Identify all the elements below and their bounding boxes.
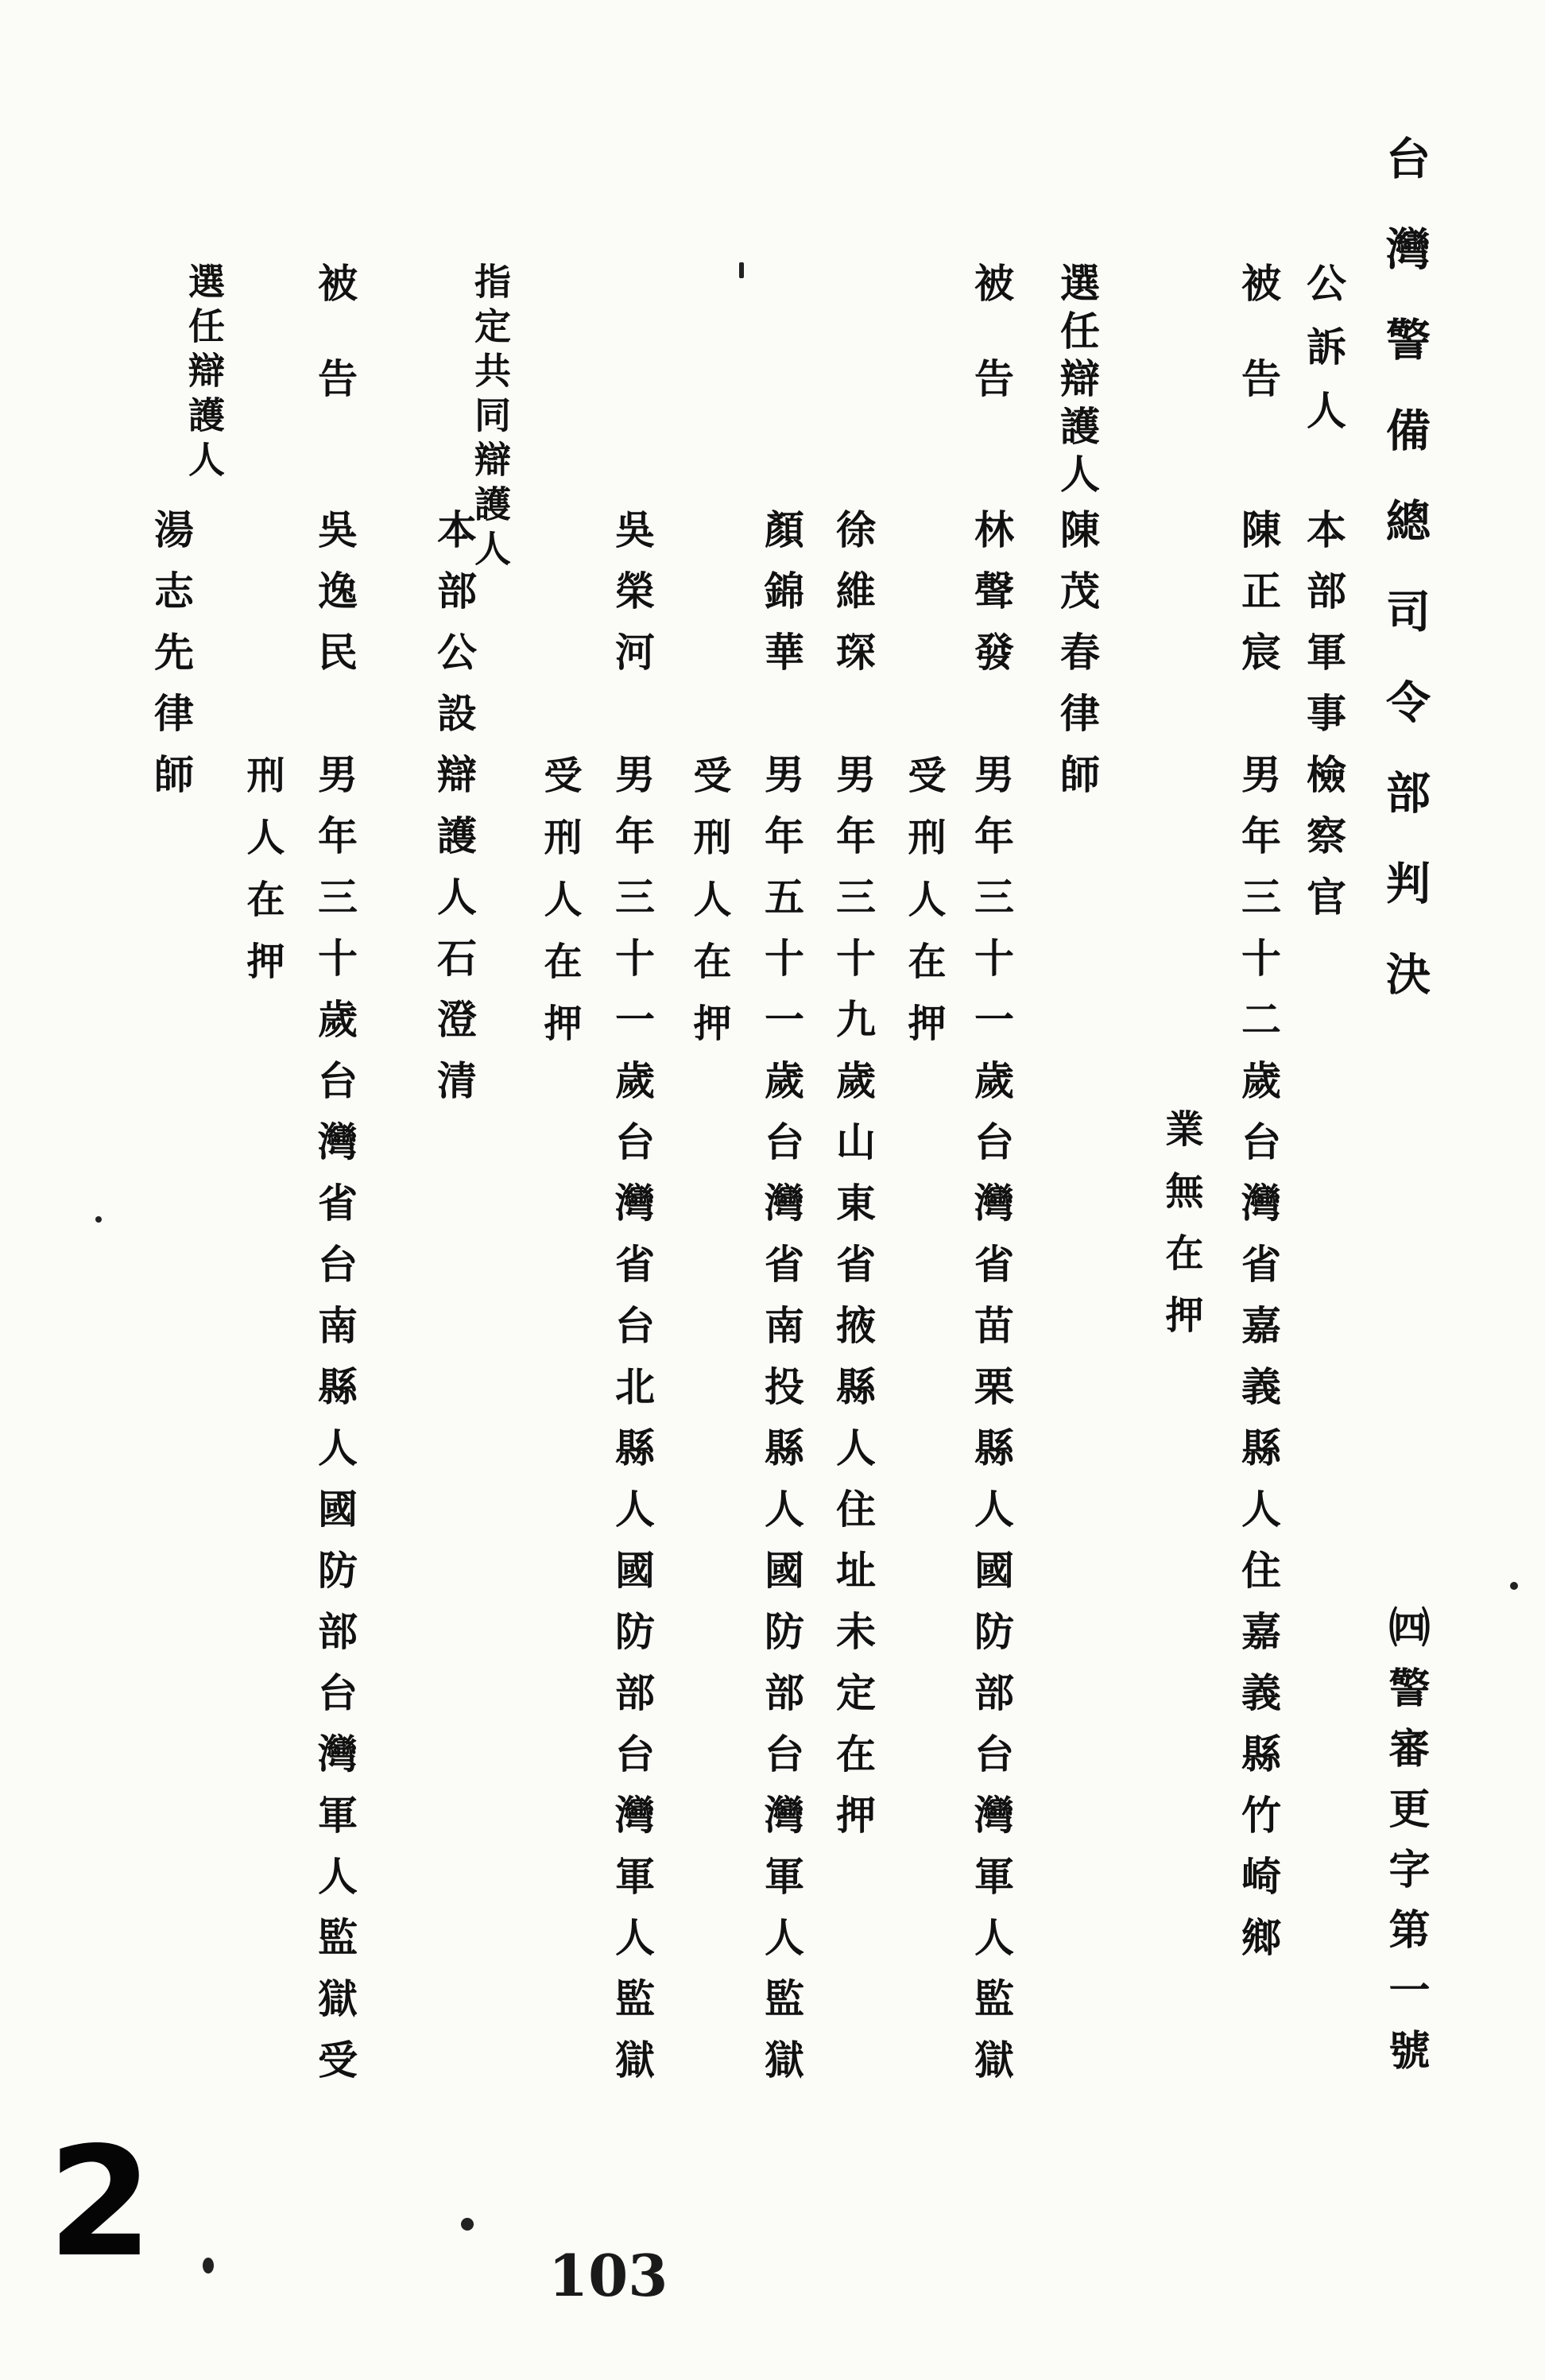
- scan-speck: [1510, 1582, 1518, 1590]
- prosecutor-label: 公訴人: [1300, 262, 1347, 453]
- counsel-1-text: 陳茂春律師: [1054, 509, 1101, 815]
- defendant-6-status: 刑人在押: [240, 755, 285, 1003]
- document-title: 台灣警備總司令部判決: [1379, 135, 1431, 1041]
- counsel-2-text: 本部公設辯護人石澄清: [431, 509, 478, 1121]
- prosecutor-text: 本部軍事檢察官: [1300, 509, 1347, 937]
- defendant-2-text: 林聲發 男年三十一歲台灣省苗栗縣人國防部台灣軍人監獄: [968, 509, 1015, 2100]
- defendant-1-text: 陳正宸 男年三十二歲台灣省嘉義縣人住嘉義縣竹崎鄉: [1235, 509, 1282, 1978]
- scan-speck: [461, 2218, 474, 2231]
- page-number: 103: [548, 2242, 668, 2309]
- defendant-2-label: 被告: [968, 262, 1015, 453]
- counsel-2-label: 指定共同辯護人: [469, 262, 512, 574]
- defendant-2-status: 受刑人在押: [901, 755, 946, 1065]
- defendant-1-label: 被告: [1235, 262, 1282, 453]
- defendant-3-text: 徐維琛 男年三十九歲山東省掖縣人住址未定在押: [830, 509, 877, 1855]
- counsel-3-label: 選任辯護人: [183, 262, 226, 485]
- defendant-1-status: 業無在押: [1159, 1109, 1203, 1357]
- defendant-6-label: 被告: [312, 262, 358, 453]
- scan-speck: [95, 1216, 102, 1223]
- corner-handwritten-mark: 2: [48, 2114, 153, 2290]
- defendant-5-text: 吳榮河 男年三十一歲台灣省台北縣人國防部台灣軍人監獄: [609, 509, 656, 2100]
- counsel-3-text: 湯志先律師: [148, 509, 195, 815]
- document-number: ㈣警審更字第一號: [1381, 1606, 1430, 2089]
- scan-speck: [203, 2258, 214, 2273]
- counsel-1-label: 選任辯護人: [1054, 262, 1101, 501]
- defendant-4-text: 顏錦華 男年五十一歲台灣省南投縣人國防部台灣軍人監獄: [758, 509, 805, 2100]
- scan-speck: [739, 262, 744, 278]
- defendant-4-status: 受刑人在押: [687, 755, 731, 1065]
- defendant-5-status: 受刑人在押: [537, 755, 582, 1065]
- defendant-6-text: 吳逸民 男年三十歲台灣省台南縣人國防部台灣軍人監獄受: [312, 509, 358, 2100]
